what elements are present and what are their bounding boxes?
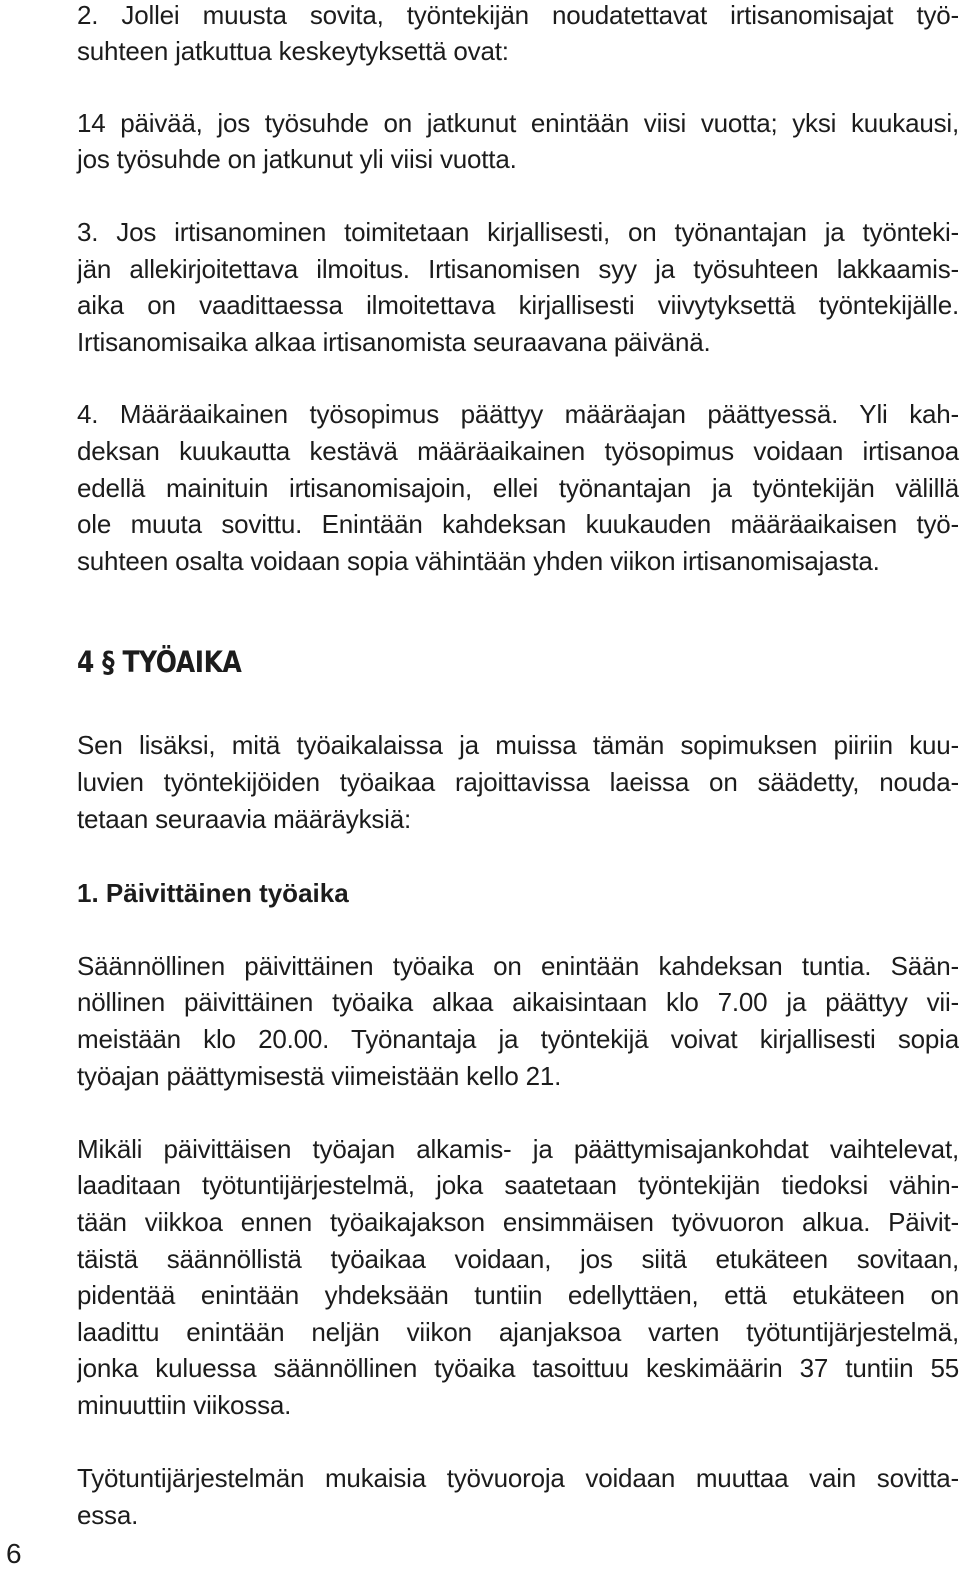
text-line: 4. Määräaikainen työsopimus päättyy määräajan päättyessä. Yli kah- <box>77 399 959 429</box>
text-line: suhteen osalta voidaan sopia vähintään yhden viikon irtisanomisajasta. <box>77 546 880 576</box>
text-line: minuuttiin viikossa. <box>77 1390 292 1420</box>
subsection-heading: 1. Päivittäinen työaika <box>77 878 349 908</box>
text-line: täistä säännöllistä työaikaa voidaan, jos siitä etukäteen sovitaan, <box>77 1244 959 1274</box>
text-line: edellä mainituin irtisanomisajoin, ellei työnantajan ja työntekijän välillä <box>77 473 959 503</box>
text-line: Irtisanomisaika alkaa irtisanomista seuraavana päivänä. <box>77 327 711 357</box>
text-line: aika on vaadittaessa ilmoitettava kirjallisesti viivytyksettä työntekijälle. <box>77 290 959 320</box>
text-line: deksan kuukautta kestävä määräaikainen työsopimus voidaan irtisanoa <box>77 436 959 466</box>
text-line: 3. Jos irtisanominen toimitetaan kirjallisesti, on työnantajan ja työnteki- <box>77 217 959 247</box>
text-line: työajan päättymisestä viimeistään kello 21. <box>77 1061 562 1091</box>
text-line: suhteen jatkuttua keskeytyksettä ovat: <box>77 36 509 66</box>
text-line: Mikäli päivittäisen työajan alkamis- ja päättymisajankohdat vaihtelevat, <box>77 1134 959 1164</box>
text-line: Sen lisäksi, mitä työaikalaissa ja muissa tämän sopimuksen piiriin kuu- <box>77 730 959 760</box>
text-line: laadittu enintään neljän viikon ajanjaksoa varten työtuntijärjestelmä, <box>77 1317 959 1347</box>
text-line: jos työsuhde on jatkunut yli viisi vuotta. <box>77 144 517 174</box>
text-line: essa. <box>77 1500 139 1530</box>
text-line: ole muuta sovittu. Enintään kahdeksan kuukauden määräaikaisen työ- <box>77 509 959 539</box>
text-line: tetaan seuraavia määräyksiä: <box>77 804 412 834</box>
text-line: 2. Jollei muusta sovita, työntekijän noudatettavat irtisanomisajat työ- <box>77 0 959 30</box>
text-line: Säännöllinen päivittäinen työaika on enintään kahdeksan tuntia. Sään- <box>77 951 959 981</box>
text-line: pidentää enintään yhdeksään tuntiin edellyttäen, että etukäteen on <box>77 1280 959 1310</box>
text-line: tään viikkoa ennen työaikajakson ensimmäisen työvuoron alkua. Päivit- <box>77 1207 959 1237</box>
page-number: 6 <box>6 1538 22 1569</box>
section-heading: 4 § TYÖAIKA <box>77 645 242 679</box>
text-line: Työtuntijärjestelmän mukaisia työvuoroja voidaan muuttaa vain sovitta- <box>77 1463 959 1493</box>
text-line: nöllinen päivittäinen työaika alkaa aikaisintaan klo 7.00 ja päättyy vii- <box>77 987 959 1017</box>
text-line: jän allekirjoitettava ilmoitus. Irtisanomisen syy ja työsuhteen lakkaamis- <box>77 254 959 284</box>
text-line: luvien työntekijöiden työaikaa rajoittavissa laeissa on säädetty, nouda- <box>77 767 959 797</box>
text-line: meistään klo 20.00. Työnantaja ja työntekijä voivat kirjallisesti sopia <box>77 1024 959 1054</box>
text-line: 14 päivää, jos työsuhde on jatkunut enintään viisi vuotta; yksi kuukausi, <box>77 108 959 138</box>
text-line: jonka kuluessa säännöllinen työaika tasoittuu keskimäärin 37 tuntiin 55 <box>77 1353 959 1383</box>
text-line: laaditaan työtuntijärjestelmä, joka saatetaan työntekijän tiedoksi vähin- <box>77 1170 959 1200</box>
